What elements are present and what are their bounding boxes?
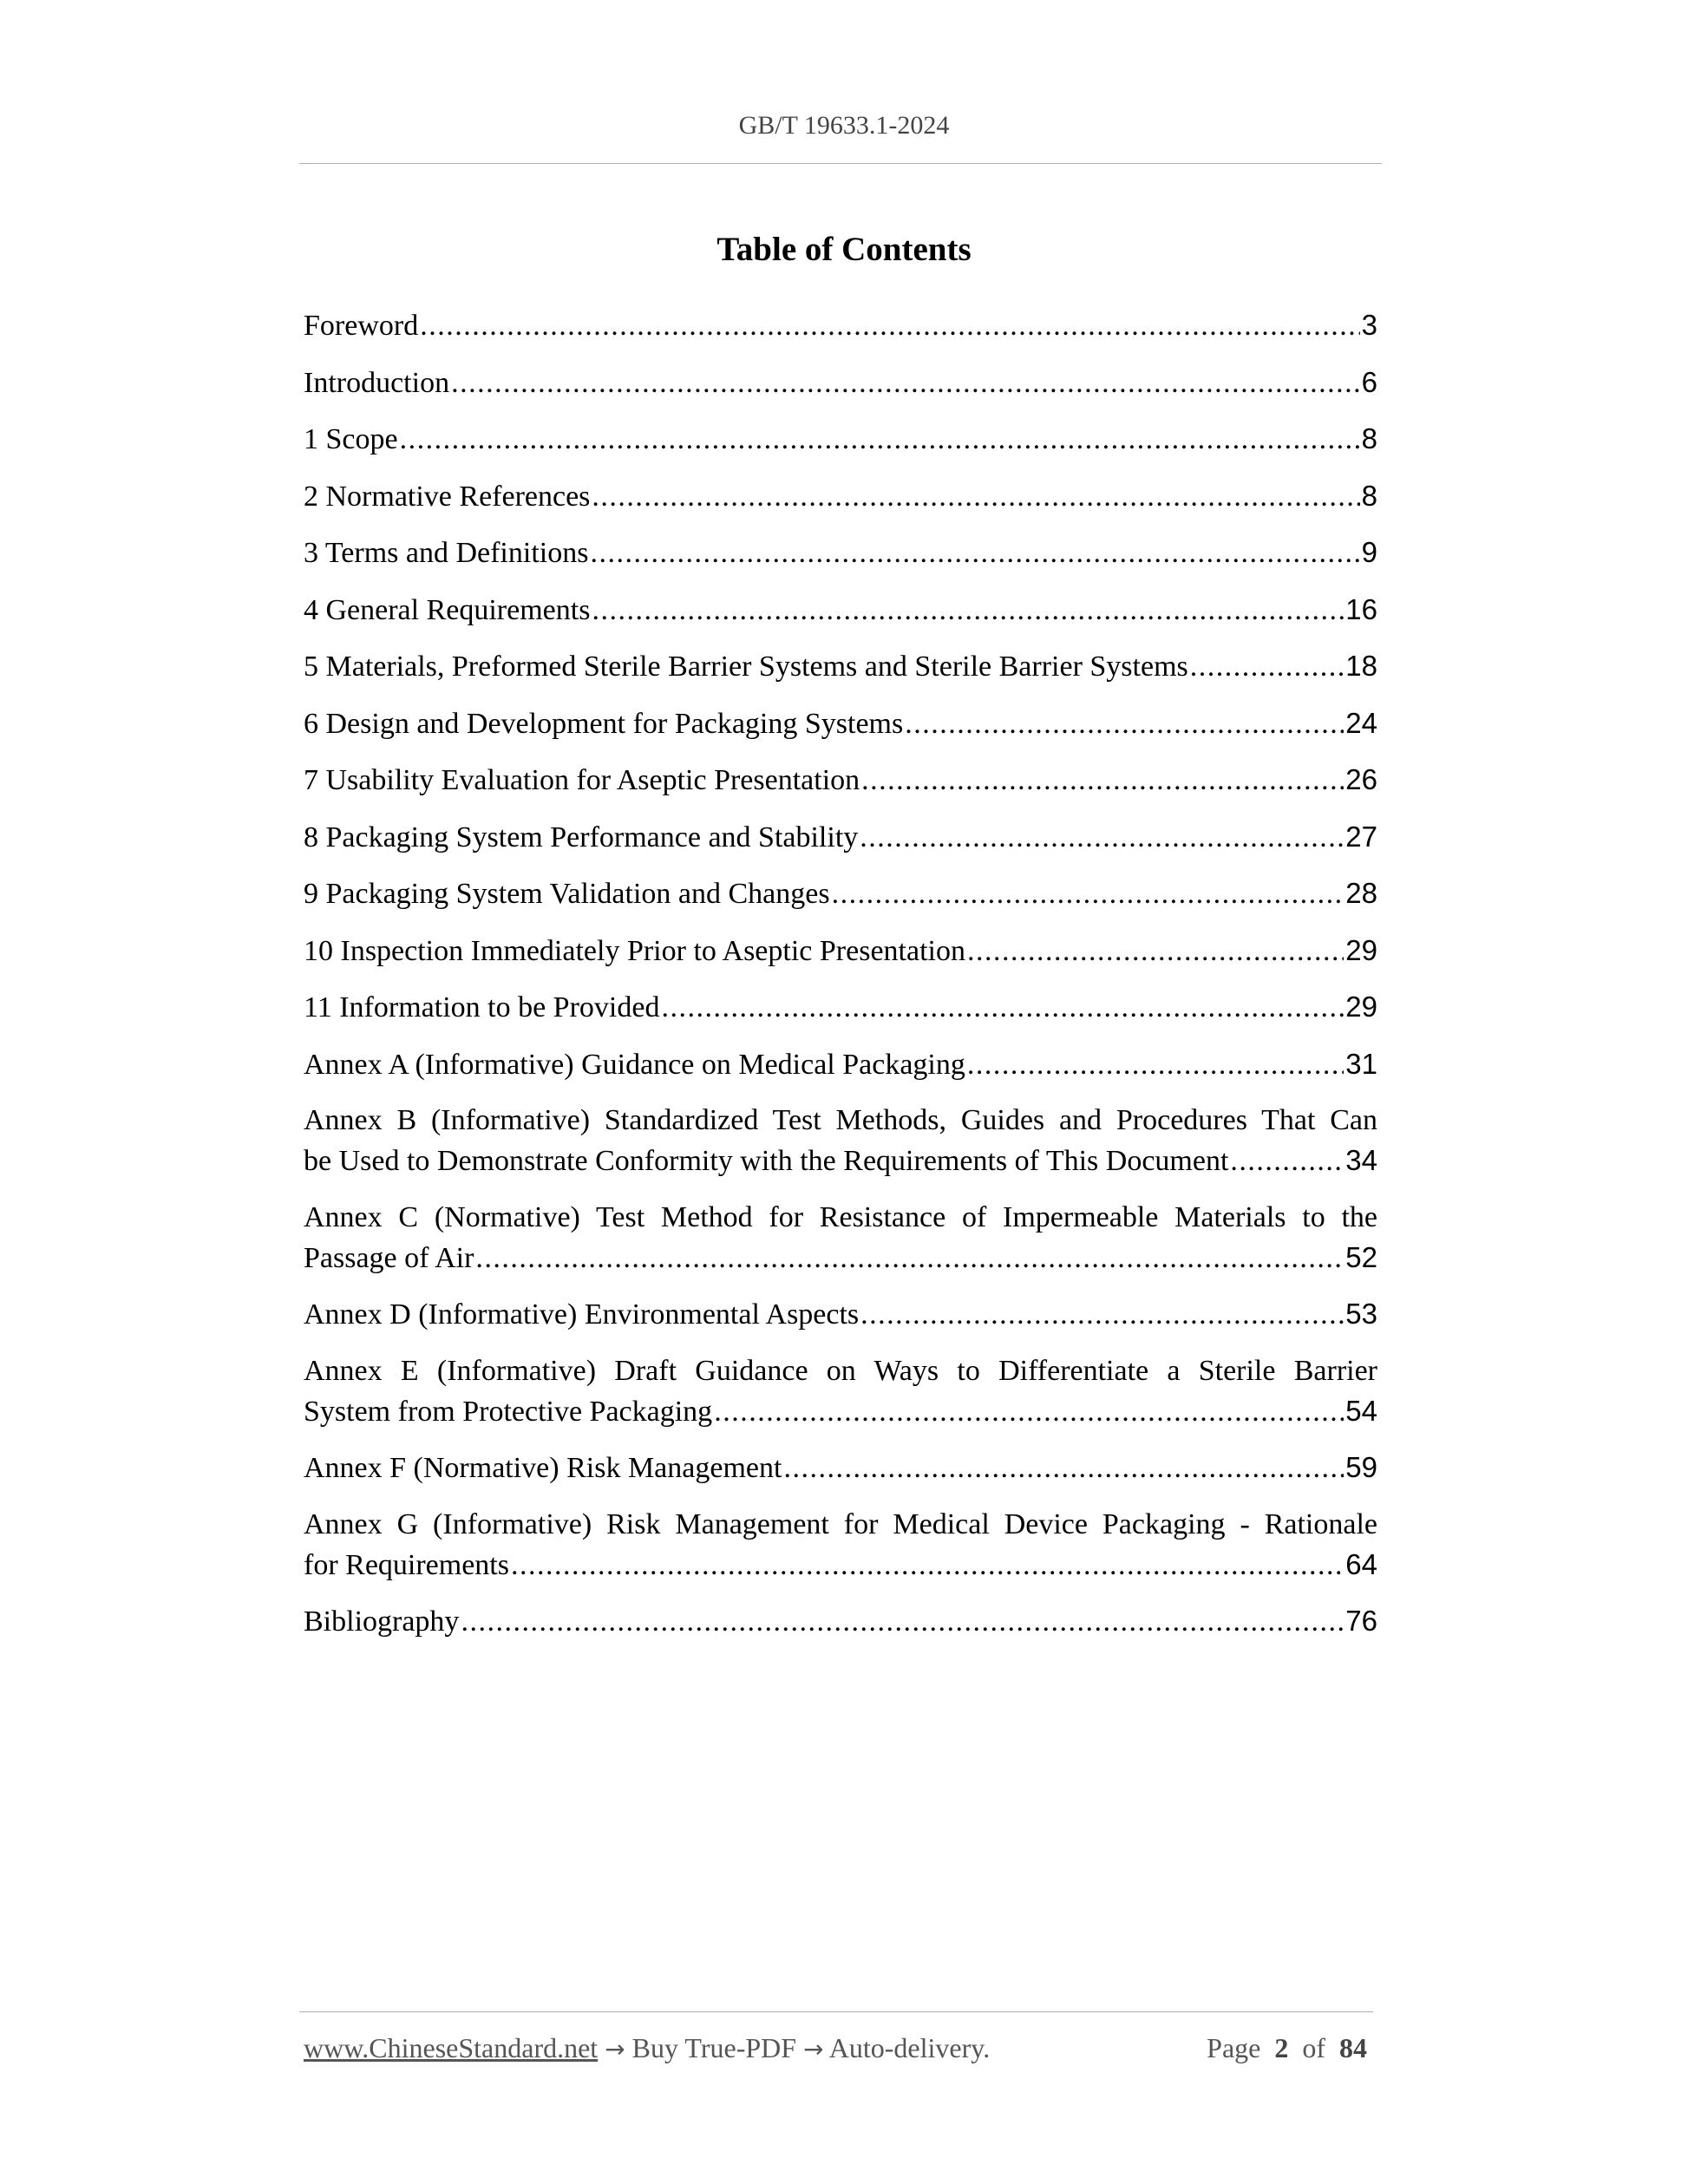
toc-entry-page: 34: [1345, 1144, 1377, 1176]
toc-entry-page: 6: [1361, 365, 1377, 398]
toc-entry-page: 54: [1345, 1394, 1377, 1427]
table-of-contents: [304, 305, 1377, 1658]
leader-dots: [860, 1295, 1344, 1335]
toc-entry-page: 76: [1345, 1605, 1377, 1637]
leader-dots: [1190, 647, 1345, 687]
toc-entry-annex-e[interactable]: [304, 1351, 1377, 1432]
footer-divider: [299, 2011, 1373, 2012]
toc-entry-page: 24: [1345, 706, 1377, 739]
toc-entry-title: 7 Usability Evaluation for Aseptic Presentation: [304, 764, 860, 796]
toc-entry-annex-c[interactable]: [304, 1198, 1377, 1278]
leader-dots: [475, 1239, 1344, 1278]
toc-entry-title: 5 Materials, Preformed Sterile Barrier Systems and Sterile Barrier Systems: [304, 651, 1188, 683]
toc-entry-title: Annex F (Normative) Risk Management: [304, 1452, 782, 1484]
page-of-label: of: [1302, 2032, 1325, 2063]
toc-entry-title-line2: be Used to Demonstrate Conformity with the Requirements of This Document: [304, 1145, 1229, 1177]
toc-entry-bibliography[interactable]: [304, 1601, 1377, 1642]
toc-entry-title-line1: Annex G (Informative) Risk Management for Medical Device Packaging - Rationale: [304, 1507, 1377, 1540]
toc-entry-annex-a[interactable]: [304, 1044, 1377, 1085]
toc-entry-title: 9 Packaging System Validation and Changes: [304, 878, 830, 910]
toc-entry-title-line2: Passage of Air: [304, 1241, 474, 1274]
leader-dots: [967, 932, 1344, 971]
toc-entry-validation-changes[interactable]: [304, 873, 1377, 914]
auto-delivery-text: Auto-delivery.: [828, 2032, 991, 2063]
page-total: 84: [1339, 2032, 1367, 2063]
leader-dots: [714, 1392, 1344, 1432]
toc-entry-usability-evaluation[interactable]: [304, 760, 1377, 801]
toc-entry-page: 28: [1345, 877, 1377, 909]
leader-dots: [860, 818, 1344, 858]
toc-entry-page: 8: [1361, 479, 1377, 512]
leader-dots: [592, 591, 1344, 631]
toc-entry-title: 4 General Requirements: [304, 593, 591, 626]
toc-entry-page: 16: [1345, 592, 1377, 625]
arrow-right-icon: →: [605, 2035, 625, 2063]
running-header: GB/T 19633.1-2024: [738, 111, 950, 140]
toc-entry-page: 3: [1361, 309, 1377, 341]
toc-entry-design-development[interactable]: [304, 703, 1377, 744]
page-current: 2: [1274, 2032, 1289, 2063]
toc-entry-annex-b[interactable]: [304, 1101, 1377, 1181]
page-counter: [1207, 2032, 1367, 2064]
toc-entry-normative-references[interactable]: [304, 476, 1377, 517]
toc-entry-title: 6 Design and Development for Packaging Systems: [304, 707, 904, 740]
toc-entry-page: 31: [1345, 1047, 1377, 1080]
toc-entry-title-line1: Annex C (Normative) Test Method for Resistance of Impermeable Materials to the: [304, 1200, 1377, 1233]
toc-entry-title-line2: for Requirements: [304, 1548, 509, 1581]
leader-dots: [461, 1602, 1344, 1642]
toc-entry-title: 11 Information to be Provided: [304, 991, 660, 1023]
toc-entry-information-provided[interactable]: [304, 987, 1377, 1028]
leader-dots: [783, 1448, 1344, 1488]
leader-dots: [861, 761, 1344, 801]
toc-entry-inspection[interactable]: [304, 931, 1377, 971]
toc-entry-annex-f[interactable]: [304, 1448, 1377, 1488]
toc-entry-title: Annex A (Informative) Guidance on Medical Packaging: [304, 1048, 965, 1081]
toc-entry-page: 18: [1345, 650, 1377, 682]
toc-entry-title-line1: Annex B (Informative) Standardized Test Methods, Guides and Procedures That Can: [304, 1104, 1377, 1136]
toc-entry-materials[interactable]: [304, 646, 1377, 687]
leader-dots: [400, 420, 1360, 460]
leader-dots: [590, 533, 1359, 573]
toc-entry-title: 2 Normative References: [304, 480, 591, 513]
leader-dots: [451, 363, 1360, 403]
toc-entry-performance-stability[interactable]: [304, 817, 1377, 858]
toc-entry-page: 59: [1345, 1451, 1377, 1483]
toc-entry-page: 27: [1345, 820, 1377, 853]
toc-entry-title: Annex D (Informative) Environmental Aspects: [304, 1298, 860, 1331]
toc-entry-title: 3 Terms and Definitions: [304, 537, 589, 569]
toc-entry-page: 64: [1345, 1547, 1377, 1580]
toc-entry-page: 52: [1345, 1240, 1377, 1273]
toc-entry-terms-definitions[interactable]: [304, 533, 1377, 573]
site-link[interactable]: www.ChineseStandard.net: [304, 2032, 599, 2063]
toc-entry-title: Foreword: [304, 310, 419, 342]
toc-entry-annex-d[interactable]: [304, 1294, 1377, 1335]
toc-entry-annex-g[interactable]: [304, 1505, 1377, 1586]
leader-dots: [661, 988, 1344, 1028]
toc-entry-title: 8 Packaging System Performance and Stability: [304, 821, 859, 853]
leader-dots: [420, 306, 1359, 346]
toc-entry-page: 9: [1361, 536, 1377, 568]
toc-title: Table of Contents: [716, 231, 972, 268]
toc-entry-title: 10 Inspection Immediately Prior to Aseptic Presentation: [304, 934, 965, 967]
page-label: Page: [1207, 2032, 1261, 2063]
toc-entry-page: 29: [1345, 933, 1377, 966]
toc-entry-foreword[interactable]: [304, 305, 1377, 346]
leader-dots: [832, 874, 1345, 914]
header-divider: [299, 163, 1382, 164]
footer-promo: [304, 2032, 990, 2064]
toc-entry-title: Introduction: [304, 366, 450, 399]
leader-dots: [967, 1045, 1344, 1085]
leader-dots: [511, 1546, 1344, 1586]
leader-dots: [905, 704, 1344, 744]
leader-dots: [592, 477, 1359, 517]
toc-entry-title-line1: Annex E (Informative) Draft Guidance on Ways to Differentiate a Sterile Barrier: [304, 1354, 1377, 1387]
arrow-right-icon: →: [803, 2035, 824, 2063]
toc-entry-title: 1 Scope: [304, 423, 398, 455]
toc-entry-page: 53: [1345, 1298, 1377, 1330]
buy-true-pdf-text: Buy True-PDF: [631, 2032, 797, 2063]
toc-entry-title-line2: System from Protective Packaging: [304, 1395, 713, 1428]
toc-entry-page: 8: [1361, 422, 1377, 454]
toc-entry-introduction[interactable]: [304, 363, 1377, 403]
toc-entry-page: 29: [1345, 991, 1377, 1023]
leader-dots: [1230, 1141, 1344, 1181]
toc-entry-general-requirements[interactable]: [304, 590, 1377, 631]
toc-entry-page: 26: [1345, 763, 1377, 795]
toc-entry-title: Bibliography: [304, 1605, 460, 1638]
toc-entry-scope[interactable]: [304, 419, 1377, 460]
